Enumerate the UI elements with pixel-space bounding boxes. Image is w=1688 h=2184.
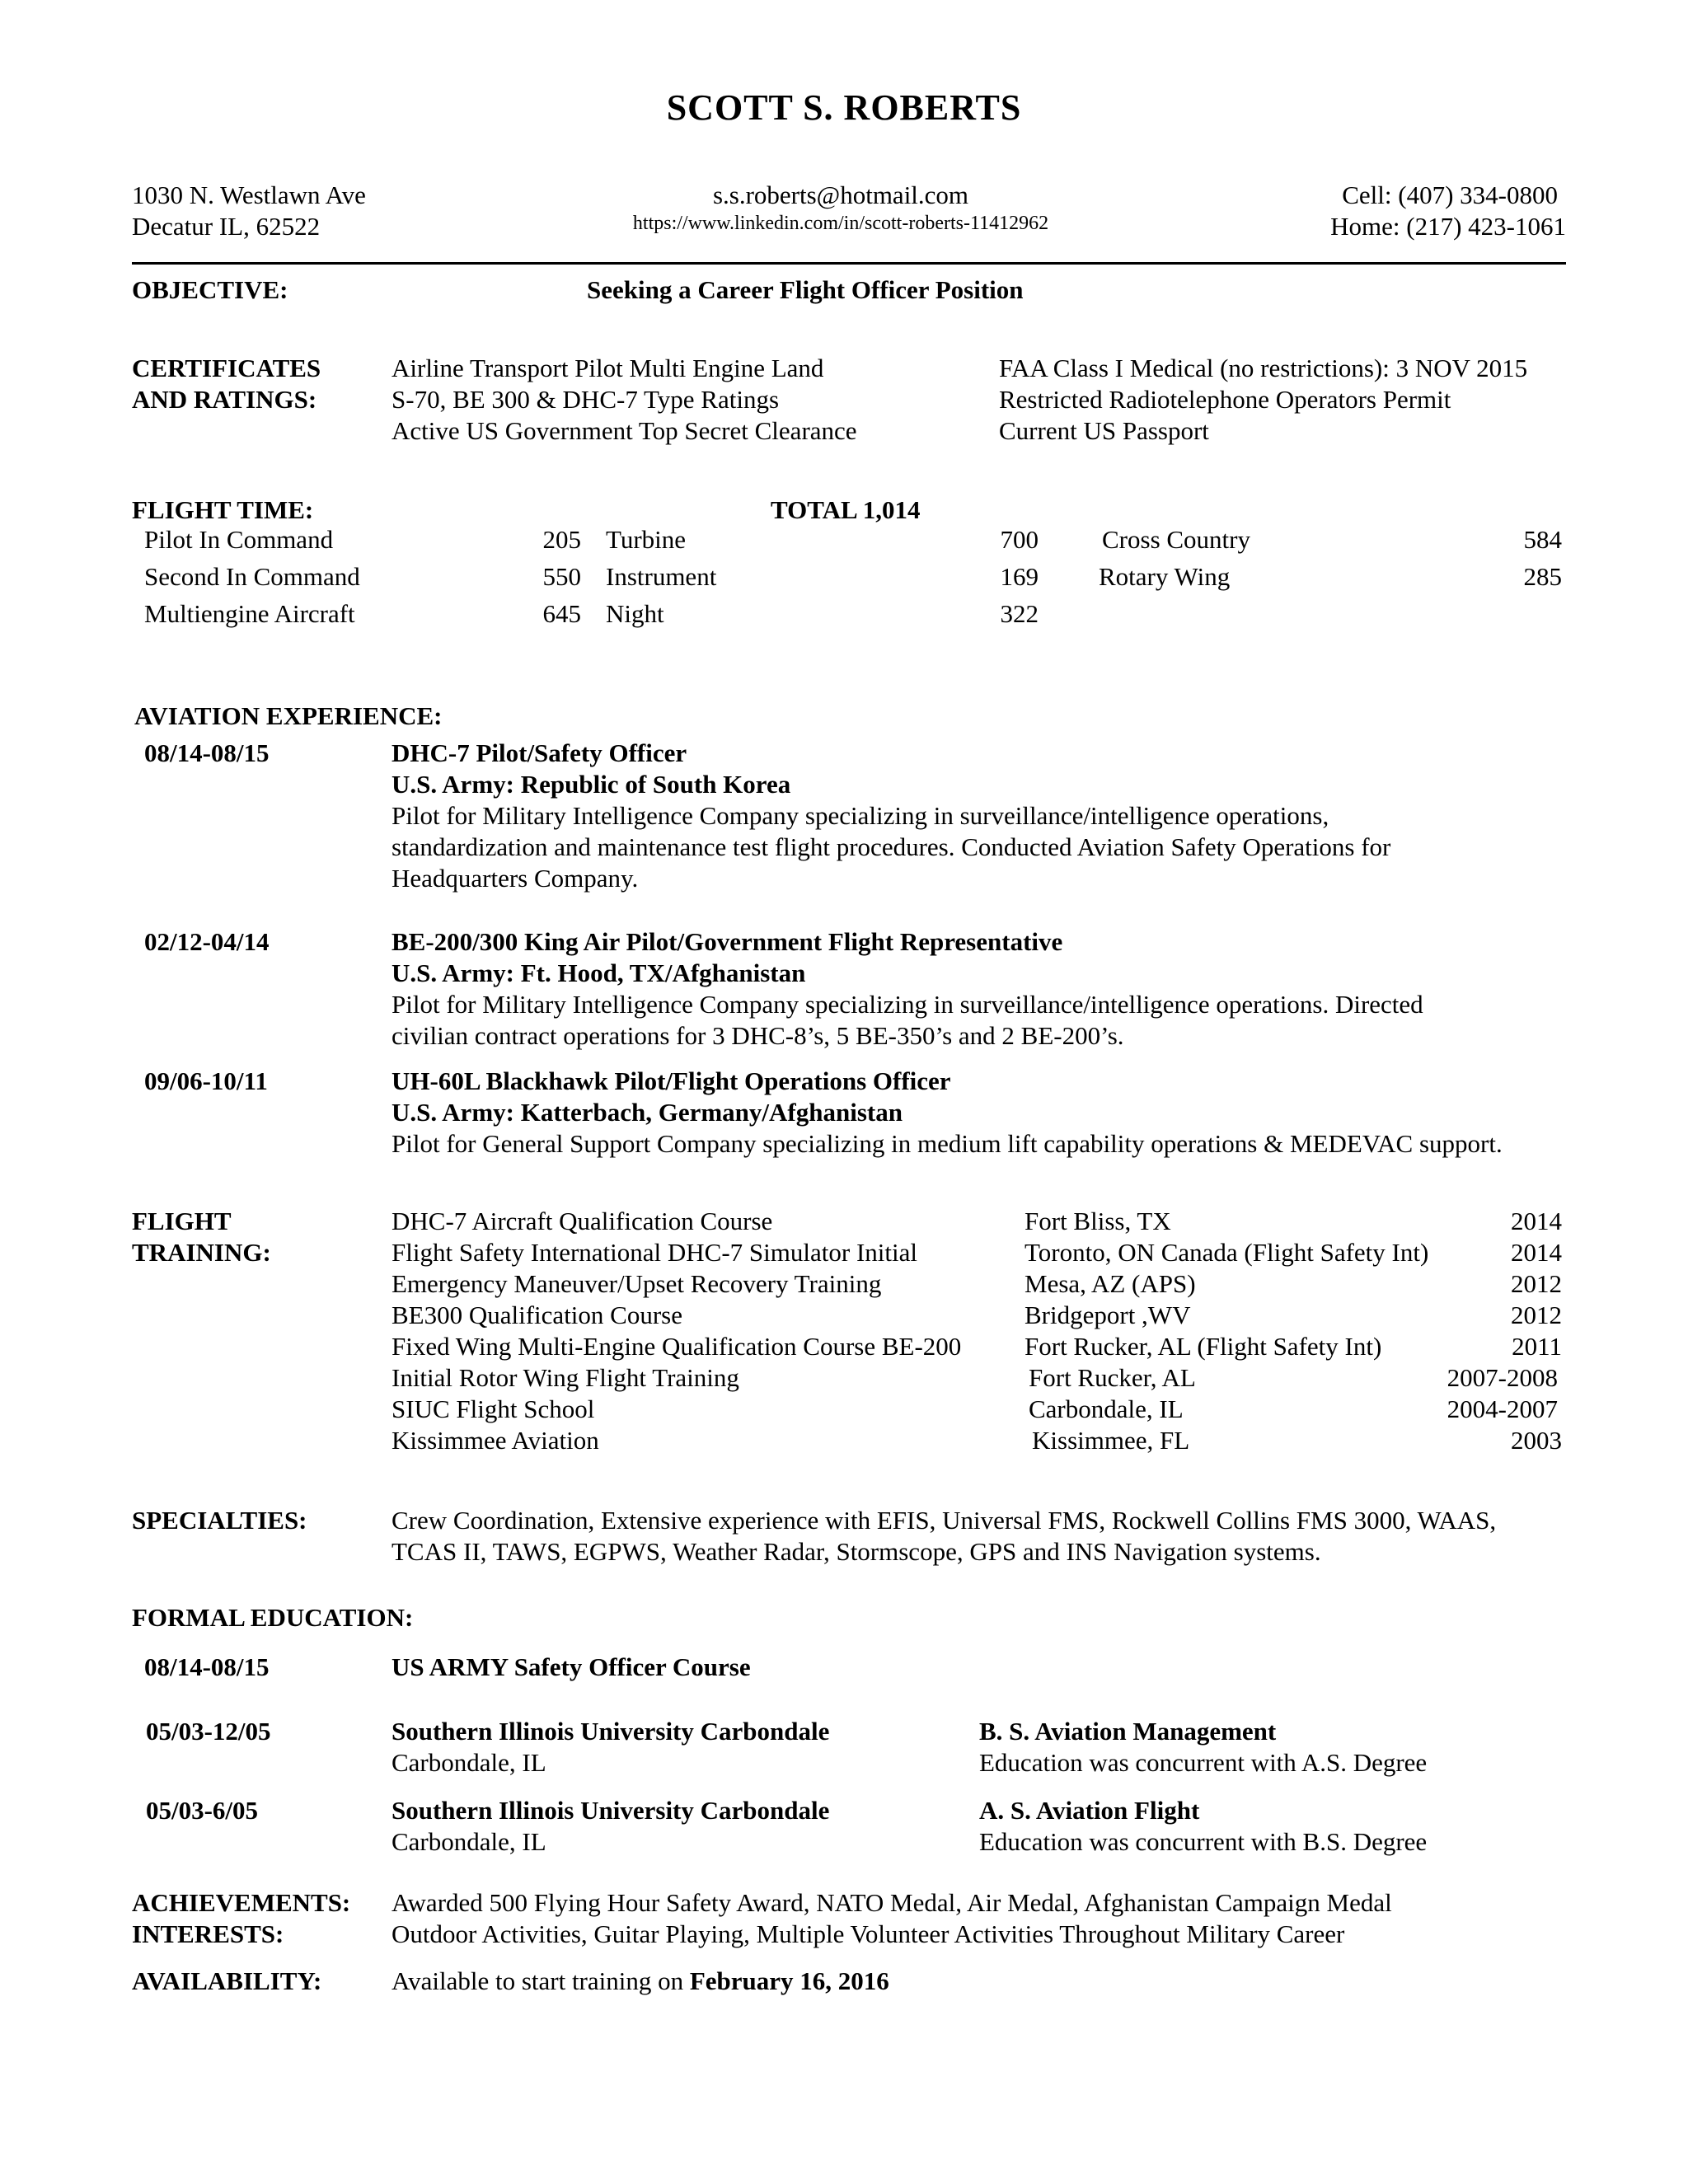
training-label: FLIGHT xyxy=(132,1207,232,1235)
education-degree: A. S. Aviation Flight xyxy=(979,1796,1200,1825)
flight-time-value: 205 xyxy=(542,525,581,554)
flight-time-label-cell: Pilot In Command xyxy=(144,525,334,554)
certificate-item: Restricted Radiotelephone Operators Permit xyxy=(999,385,1451,414)
job-description-line: Headquarters Company. xyxy=(392,864,639,893)
certificate-item: FAA Class I Medical (no restrictions): 3 NOV 2015 xyxy=(999,354,1528,382)
training-location: Fort Rucker, AL (Flight Safety Int) xyxy=(1025,1332,1382,1361)
training-course: Emergency Maneuver/Upset Recovery Training xyxy=(392,1269,882,1298)
education-dates: 05/03-12/05 xyxy=(146,1717,271,1746)
job-description-line: Pilot for Military Intelligence Company specializing in surveillance/intelligence operations, xyxy=(392,801,1329,830)
job-description-line: Pilot for General Support Company specializing in medium lift capability operations & MEDEVAC support. xyxy=(392,1129,1503,1158)
training-year: 2003 xyxy=(1511,1426,1562,1455)
availability-prefix: Available to start training on xyxy=(392,1966,684,1995)
aviation-experience-label: AVIATION EXPERIENCE: xyxy=(134,701,443,730)
job-description-line: Pilot for Military Intelligence Company specializing in surveillance/intelligence operations. Directed xyxy=(392,990,1423,1019)
education-dates: 08/14-08/15 xyxy=(144,1652,270,1681)
education-school: Southern Illinois University Carbondale xyxy=(392,1717,830,1746)
training-location: Bridgeport ,WV xyxy=(1025,1301,1191,1329)
certificate-item: Current US Passport xyxy=(999,416,1209,445)
flight-time-label-cell: Second In Command xyxy=(144,562,360,591)
flight-time-label-cell: Instrument xyxy=(606,562,717,591)
flight-time-label-cell: Cross Country xyxy=(1102,525,1250,554)
availability-text xyxy=(392,1966,889,1997)
cell-phone: Cell: (407) 334-0800 xyxy=(1342,180,1558,209)
email-link[interactable]: s.s.roberts@hotmail.com xyxy=(712,180,969,209)
training-location: Fort Rucker, AL xyxy=(1029,1363,1196,1392)
training-year: 2014 xyxy=(1511,1238,1562,1267)
job-description-line: standardization and maintenance test flight procedures. Conducted Aviation Safety Operations for xyxy=(392,832,1391,861)
education-city: Carbondale, IL xyxy=(392,1827,546,1856)
flight-time-label-cell: Night xyxy=(606,599,664,628)
home-phone: Home: (217) 423-1061 xyxy=(1330,212,1566,241)
training-location: Carbondale, IL xyxy=(1029,1394,1184,1423)
flight-time-label-cell: Multiengine Aircraft xyxy=(144,599,355,628)
training-label-2: TRAINING: xyxy=(132,1238,271,1267)
flight-time-label-cell: Rotary Wing xyxy=(1099,562,1231,591)
certificates-label: CERTIFICATES xyxy=(132,354,321,382)
training-location: Fort Bliss, TX xyxy=(1025,1207,1171,1235)
achievements-text: Awarded 500 Flying Hour Safety Award, NATO Medal, Air Medal, Afghanistan Campaign Medal xyxy=(392,1888,1392,1917)
linkedin-link[interactable]: https://www.linkedin.com/in/scott-roberts-11412962 xyxy=(632,213,1049,234)
education-note: Education was concurrent with B.S. Degree xyxy=(979,1827,1428,1856)
address-line-1: 1030 N. Westlawn Ave xyxy=(132,180,366,209)
education-city: Carbondale, IL xyxy=(392,1748,546,1777)
training-course: DHC-7 Aircraft Qualification Course xyxy=(392,1207,773,1235)
training-course: Flight Safety International DHC-7 Simulator Initial xyxy=(392,1238,917,1267)
objective-label: OBJECTIVE: xyxy=(132,275,288,304)
certificate-item: Active US Government Top Secret Clearance xyxy=(392,416,857,445)
achievements-label: ACHIEVEMENTS: xyxy=(132,1888,351,1917)
job-dates: 09/06-10/11 xyxy=(144,1066,268,1095)
flight-time-value: 169 xyxy=(1000,562,1039,591)
availability-label: AVAILABILITY: xyxy=(132,1966,322,1995)
training-course: Fixed Wing Multi-Engine Qualification Course BE-200 xyxy=(392,1332,962,1361)
education-label: FORMAL EDUCATION: xyxy=(132,1603,414,1632)
job-title: DHC-7 Pilot/Safety Officer xyxy=(392,738,687,767)
availability-date: February 16, 2016 xyxy=(689,1966,889,1995)
training-location: Mesa, AZ (APS) xyxy=(1025,1269,1196,1298)
training-year: 2012 xyxy=(1511,1301,1562,1329)
training-location: Toronto, ON Canada (Flight Safety Int) xyxy=(1025,1238,1429,1267)
header-divider xyxy=(132,262,1566,265)
job-org: U.S. Army: Republic of South Korea xyxy=(392,770,791,799)
flight-time-value: 645 xyxy=(542,599,581,628)
job-title: BE-200/300 King Air Pilot/Government Flight Representative xyxy=(392,927,1063,956)
specialties-line: TCAS II, TAWS, EGPWS, Weather Radar, Stormscope, GPS and INS Navigation systems. xyxy=(392,1537,1321,1566)
training-year: 2004-2007 xyxy=(1447,1394,1558,1423)
education-dates: 05/03-6/05 xyxy=(146,1796,259,1825)
address-line-2: Decatur IL, 62522 xyxy=(132,212,321,241)
interests-text: Outdoor Activities, Guitar Playing, Multiple Volunteer Activities Throughout Military Career xyxy=(392,1919,1345,1948)
certificate-item: Airline Transport Pilot Multi Engine Land xyxy=(392,354,824,382)
training-course: SIUC Flight School xyxy=(392,1394,595,1423)
flight-time-label: FLIGHT TIME: xyxy=(132,495,314,524)
interests-label: INTERESTS: xyxy=(132,1919,284,1948)
job-description-line: civilian contract operations for 3 DHC-8’s, 5 BE-350’s and 2 BE-200’s. xyxy=(392,1021,1124,1050)
flight-time-value: 322 xyxy=(1000,599,1039,628)
training-year: 2007-2008 xyxy=(1447,1363,1558,1392)
education-note: Education was concurrent with A.S. Degree xyxy=(979,1748,1428,1777)
education-course: US ARMY Safety Officer Course xyxy=(392,1652,751,1681)
job-dates: 08/14-08/15 xyxy=(144,738,270,767)
flight-time-value: 584 xyxy=(1523,525,1562,554)
ratings-label: AND RATINGS: xyxy=(132,385,317,414)
job-dates: 02/12-04/14 xyxy=(144,927,270,956)
job-title: UH-60L Blackhawk Pilot/Flight Operations Officer xyxy=(392,1066,951,1095)
education-degree: B. S. Aviation Management xyxy=(979,1717,1277,1746)
candidate-name: SCOTT S. ROBERTS xyxy=(666,87,1022,128)
training-location: Kissimmee, FL xyxy=(1032,1426,1190,1455)
specialties-line: Crew Coordination, Extensive experience with EFIS, Universal FMS, Rockwell Collins FMS 3000, WAAS, xyxy=(392,1506,1497,1535)
training-year: 2012 xyxy=(1511,1269,1562,1298)
objective-text: Seeking a Career Flight Officer Position xyxy=(587,275,1024,304)
certificate-item: S-70, BE 300 & DHC-7 Type Ratings xyxy=(392,385,780,414)
training-course: Initial Rotor Wing Flight Training xyxy=(392,1363,739,1392)
education-school: Southern Illinois University Carbondale xyxy=(392,1796,830,1825)
training-year: 2014 xyxy=(1511,1207,1562,1235)
job-org: U.S. Army: Ft. Hood, TX/Afghanistan xyxy=(392,958,806,987)
flight-time-value: 550 xyxy=(542,562,581,591)
flight-time-value: 285 xyxy=(1523,562,1562,591)
flight-time-value: 700 xyxy=(1000,525,1039,554)
flight-time-label-cell: Turbine xyxy=(606,525,687,554)
flight-time-total: TOTAL 1,014 xyxy=(771,495,921,524)
job-org: U.S. Army: Katterbach, Germany/Afghanistan xyxy=(392,1098,903,1127)
training-course: Kissimmee Aviation xyxy=(392,1426,599,1455)
specialties-label: SPECIALTIES: xyxy=(132,1506,307,1535)
training-year: 2011 xyxy=(1512,1332,1562,1361)
training-course: BE300 Qualification Course xyxy=(392,1301,682,1329)
